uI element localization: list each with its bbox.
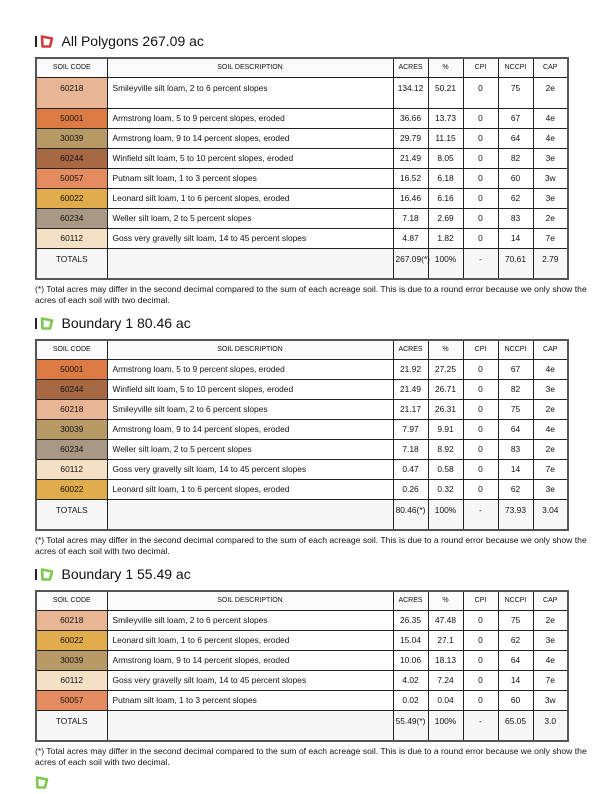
column-header-soil-code: SOIL CODE [36,591,107,610]
soil-section [35,314,587,556]
percent-cell: 50.21 [428,77,463,108]
cap-cell: 4e [533,419,568,439]
polygon-green-icon [40,568,62,581]
cap-cell: 2e [533,610,568,630]
cap-cell: 3e [533,379,568,399]
cpi-cell: 0 [463,479,498,499]
totals-description-empty [107,499,393,530]
soil-description-cell: Putnam silt loam, 1 to 3 percent slopes [107,168,393,188]
column-header-nccpi: NCCPI [498,591,533,610]
polygon-green-icon [40,317,62,330]
cpi-cell: 0 [463,419,498,439]
soil-section [35,565,587,767]
acres-cell: 4.87 [393,228,428,248]
percent-cell: 7.24 [428,670,463,690]
soil-table [35,590,569,742]
column-header-nccpi: NCCPI [498,340,533,359]
percent-cell: 9.91 [428,419,463,439]
acres-cell: 29.79 [393,128,428,148]
soil-code-cell: 30039 [36,128,107,148]
cpi-cell: 0 [463,359,498,379]
soil-description-cell: Smileyville silt loam, 2 to 6 percent slopes [107,610,393,630]
cpi-cell: 0 [463,128,498,148]
totals-cap: 2.79 [533,248,568,279]
cpi-cell: 0 [463,399,498,419]
nccpi-cell: 64 [498,650,533,670]
soil-description-cell: Armstrong loam, 5 to 9 percent slopes, eroded [107,108,393,128]
acres-cell: 26.35 [393,610,428,630]
table-row [36,359,568,379]
title-bar-marker [35,318,37,329]
table-row [36,208,568,228]
column-header-percent: % [428,591,463,610]
acres-cell: 16.46 [393,188,428,208]
soil-description-cell: Winfield silt loam, 5 to 10 percent slopes, eroded [107,148,393,168]
column-header-soil-description: SOIL DESCRIPTION [107,58,393,77]
percent-cell: 0.58 [428,459,463,479]
table-row [36,690,568,710]
percent-cell: 8.92 [428,439,463,459]
cap-cell: 4e [533,359,568,379]
soil-code-cell: 30039 [36,419,107,439]
soil-description-cell: Leonard silt loam, 1 to 6 percent slopes, eroded [107,630,393,650]
table-header-row [36,591,568,610]
column-header-acres: ACRES [393,58,428,77]
column-header-cap: CAP [533,340,568,359]
totals-nccpi: 70.61 [498,248,533,279]
soil-code-cell: 60218 [36,77,107,108]
polygon-red-icon [40,35,62,48]
soil-table [35,339,569,531]
cap-cell: 3e [533,479,568,499]
acres-cell: 7.97 [393,419,428,439]
soil-code-cell: 50057 [36,168,107,188]
totals-acres: 55.49(*) [393,710,428,741]
cap-cell: 7e [533,228,568,248]
cpi-cell: 0 [463,690,498,710]
totals-label: TOTALS [36,248,107,279]
table-row [36,168,568,188]
soil-description-cell: Putnam silt loam, 1 to 3 percent slopes [107,690,393,710]
acres-cell: 7.18 [393,208,428,228]
percent-cell: 26.71 [428,379,463,399]
column-header-cpi: CPI [463,58,498,77]
soil-code-cell: 50001 [36,359,107,379]
soil-code-cell: 60234 [36,208,107,228]
soil-description-cell: Armstrong loam, 9 to 14 percent slopes, eroded [107,419,393,439]
column-header-percent: % [428,58,463,77]
rounding-footnote: (*) Total acres may differ in the second decimal compared to the sum of each acreage soil. This is due to a round error because we only show the acres of each soil with two decimal. [35,746,587,767]
soil-code-cell: 50001 [36,108,107,128]
soil-description-cell: Goss very gravelly silt loam, 14 to 45 percent slopes [107,670,393,690]
cpi-cell: 0 [463,77,498,108]
cap-cell: 7e [533,670,568,690]
table-row [36,379,568,399]
totals-cpi: - [463,499,498,530]
soil-report-page [35,32,587,794]
table-row [36,148,568,168]
percent-cell: 8.05 [428,148,463,168]
column-header-cpi: CPI [463,340,498,359]
totals-cpi: - [463,248,498,279]
polygon-green-icon [35,776,587,794]
section-title [35,314,587,332]
soil-code-cell: 60218 [36,610,107,630]
acres-cell: 36.66 [393,108,428,128]
nccpi-cell: 67 [498,108,533,128]
column-header-soil-code: SOIL CODE [36,340,107,359]
nccpi-cell: 14 [498,670,533,690]
rounding-footnote: (*) Total acres may differ in the second decimal compared to the sum of each acreage soil. This is due to a round error because we only show the acres of each soil with two decimal. [35,284,587,305]
column-header-cap: CAP [533,58,568,77]
column-header-nccpi: NCCPI [498,58,533,77]
acres-cell: 10.06 [393,650,428,670]
table-row [36,630,568,650]
nccpi-cell: 75 [498,399,533,419]
cap-cell: 4e [533,108,568,128]
nccpi-cell: 64 [498,128,533,148]
nccpi-cell: 83 [498,208,533,228]
nccpi-cell: 82 [498,379,533,399]
percent-cell: 6.16 [428,188,463,208]
soil-code-cell: 60244 [36,148,107,168]
table-row [36,188,568,208]
nccpi-cell: 60 [498,168,533,188]
column-header-percent: % [428,340,463,359]
title-bar-marker [35,36,37,47]
cpi-cell: 0 [463,108,498,128]
acres-cell: 21.49 [393,148,428,168]
soil-description-cell: Goss very gravelly silt loam, 14 to 45 percent slopes [107,228,393,248]
rounding-footnote: (*) Total acres may differ in the second decimal compared to the sum of each acreage soil. This is due to a round error because we only show the acres of each soil with two decimal. [35,535,587,556]
acres-cell: 16.52 [393,168,428,188]
percent-cell: 27.1 [428,630,463,650]
section-title-text: Boundary 1 80.46 ac [61,315,191,331]
cpi-cell: 0 [463,148,498,168]
acres-cell: 21.92 [393,359,428,379]
cap-cell: 3w [533,168,568,188]
soil-description-cell: Weller silt loam, 2 to 5 percent slopes [107,208,393,228]
totals-row [36,710,568,741]
nccpi-cell: 64 [498,419,533,439]
cap-cell: 2e [533,439,568,459]
soil-description-cell: Goss very gravelly silt loam, 14 to 45 percent slopes [107,459,393,479]
nccpi-cell: 14 [498,459,533,479]
cap-cell: 2e [533,77,568,108]
column-header-cpi: CPI [463,591,498,610]
percent-cell: 47.48 [428,610,463,630]
cpi-cell: 0 [463,188,498,208]
nccpi-cell: 14 [498,228,533,248]
soil-code-cell: 60112 [36,228,107,248]
percent-cell: 27.25 [428,359,463,379]
table-row [36,670,568,690]
soil-description-cell: Weller silt loam, 2 to 5 percent slopes [107,439,393,459]
totals-cpi: - [463,710,498,741]
section-title [35,32,587,50]
cap-cell: 2e [533,399,568,419]
soil-code-cell: 60218 [36,399,107,419]
nccpi-cell: 62 [498,630,533,650]
totals-label: TOTALS [36,710,107,741]
table-row [36,77,568,108]
acres-cell: 4.02 [393,670,428,690]
percent-cell: 2.69 [428,208,463,228]
soil-code-cell: 60234 [36,439,107,459]
acres-cell: 7.18 [393,439,428,459]
soil-description-cell: Smileyville silt loam, 2 to 6 percent slopes [107,77,393,108]
totals-percent: 100% [428,248,463,279]
soil-code-cell: 60022 [36,479,107,499]
section-title-text: Boundary 1 55.49 ac [61,566,191,582]
cap-cell: 3w [533,690,568,710]
table-row [36,459,568,479]
soil-section [35,32,587,305]
totals-cap: 3.0 [533,710,568,741]
cap-cell: 2e [533,208,568,228]
nccpi-cell: 83 [498,439,533,459]
nccpi-cell: 60 [498,690,533,710]
totals-nccpi: 73.93 [498,499,533,530]
column-header-acres: ACRES [393,340,428,359]
soil-description-cell: Armstrong loam, 5 to 9 percent slopes, eroded [107,359,393,379]
cpi-cell: 0 [463,610,498,630]
table-row [36,108,568,128]
table-row [36,399,568,419]
column-header-acres: ACRES [393,591,428,610]
section-title-text: All Polygons 267.09 ac [61,33,204,49]
totals-nccpi: 65.05 [498,710,533,741]
totals-description-empty [107,248,393,279]
totals-row [36,248,568,279]
table-row [36,650,568,670]
totals-percent: 100% [428,499,463,530]
cap-cell: 7e [533,459,568,479]
soil-code-cell: 60022 [36,188,107,208]
nccpi-cell: 62 [498,188,533,208]
column-header-soil-description: SOIL DESCRIPTION [107,340,393,359]
cpi-cell: 0 [463,439,498,459]
cpi-cell: 0 [463,650,498,670]
soil-code-cell: 60112 [36,670,107,690]
nccpi-cell: 75 [498,610,533,630]
table-row [36,479,568,499]
percent-cell: 0.04 [428,690,463,710]
section-title [35,565,587,583]
column-header-soil-description: SOIL DESCRIPTION [107,591,393,610]
cap-cell: 4e [533,650,568,670]
totals-cap: 3.04 [533,499,568,530]
percent-cell: 26.31 [428,399,463,419]
totals-acres: 80.46(*) [393,499,428,530]
soil-description-cell: Smileyville silt loam, 2 to 6 percent slopes [107,399,393,419]
soil-description-cell: Winfield silt loam, 5 to 10 percent slopes, eroded [107,379,393,399]
acres-cell: 134.12 [393,77,428,108]
cpi-cell: 0 [463,168,498,188]
totals-description-empty [107,710,393,741]
percent-cell: 1.82 [428,228,463,248]
percent-cell: 18.13 [428,650,463,670]
acres-cell: 0.26 [393,479,428,499]
percent-cell: 6.18 [428,168,463,188]
table-row [36,128,568,148]
table-header-row [36,340,568,359]
percent-cell: 11.15 [428,128,463,148]
totals-acres: 267.09(*) [393,248,428,279]
column-header-cap: CAP [533,591,568,610]
nccpi-cell: 62 [498,479,533,499]
totals-percent: 100% [428,710,463,741]
cpi-cell: 0 [463,630,498,650]
table-header-row [36,58,568,77]
soil-code-cell: 60244 [36,379,107,399]
totals-label: TOTALS [36,499,107,530]
cpi-cell: 0 [463,379,498,399]
cap-cell: 4e [533,128,568,148]
soil-description-cell: Armstrong loam, 9 to 14 percent slopes, eroded [107,650,393,670]
title-bar-marker [35,569,37,580]
acres-cell: 21.49 [393,379,428,399]
cap-cell: 3e [533,188,568,208]
soil-description-cell: Leonard silt loam, 1 to 6 percent slopes, eroded [107,188,393,208]
table-row [36,228,568,248]
soil-table [35,57,569,280]
nccpi-cell: 75 [498,77,533,108]
percent-cell: 13.73 [428,108,463,128]
cpi-cell: 0 [463,228,498,248]
table-row [36,419,568,439]
cap-cell: 3e [533,630,568,650]
soil-code-cell: 50057 [36,690,107,710]
acres-cell: 0.02 [393,690,428,710]
column-header-soil-code: SOIL CODE [36,58,107,77]
soil-code-cell: 60112 [36,459,107,479]
cpi-cell: 0 [463,208,498,228]
acres-cell: 15.04 [393,630,428,650]
cpi-cell: 0 [463,670,498,690]
nccpi-cell: 67 [498,359,533,379]
soil-description-cell: Armstrong loam, 9 to 14 percent slopes, eroded [107,128,393,148]
acres-cell: 0.47 [393,459,428,479]
table-row [36,439,568,459]
cap-cell: 3e [533,148,568,168]
percent-cell: 0.32 [428,479,463,499]
totals-row [36,499,568,530]
acres-cell: 21.17 [393,399,428,419]
soil-code-cell: 60022 [36,630,107,650]
nccpi-cell: 82 [498,148,533,168]
table-row [36,610,568,630]
soil-description-cell: Leonard silt loam, 1 to 6 percent slopes, eroded [107,479,393,499]
soil-code-cell: 30039 [36,650,107,670]
cpi-cell: 0 [463,459,498,479]
